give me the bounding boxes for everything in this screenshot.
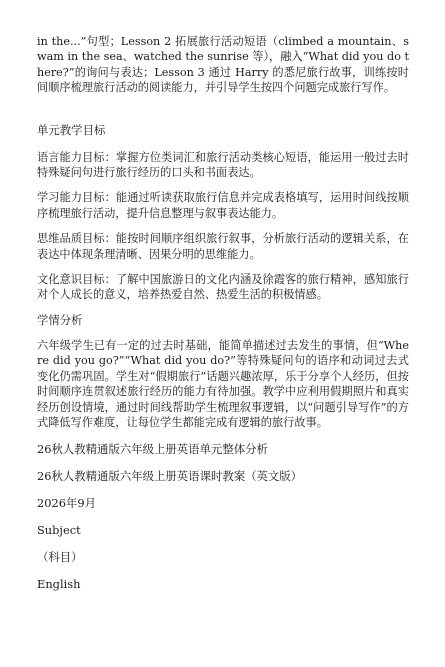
unit-analysis-title: 26秋人教精通版六年级上册英语单元整体分析	[37, 442, 268, 457]
lesson-plan-title: 26秋人教精通版六年级上册英语课时教案（英文版）	[37, 469, 303, 484]
spacer	[37, 221, 409, 231]
goal-thinking-paragraph: 思维品质目标：能按时间顺序组织旅行叙事，分析旅行活动的逻辑关系，在表达中体现条理清晰、因果分明的思维能力。	[37, 232, 409, 261]
spacer	[37, 328, 409, 338]
document-date: 2026年9月	[37, 496, 97, 511]
spacer	[37, 565, 409, 577]
spacer	[37, 430, 409, 442]
spacer	[37, 538, 409, 550]
goal-culture-paragraph: 文化意识目标：了解中国旅游日的文化内涵及徐霞客的旅行精神，感知旅行对个人成长的意义，培养热爱自然、热爱生活的积极情感。	[37, 273, 409, 302]
spacer	[37, 511, 409, 523]
analysis-paragraph: 六年级学生已有一定的过去时基础，能简单描述过去发生的事情，但“Where did you go?”“What did you do?”等特殊疑问句的语序和动词过去式变化仍需巩固。学生对“假期旅行”话题兴趣浓厚，乐于分享个人经历，但按时间顺序连贯叙述旅行经历的能力有待加强。教学中应利用假期照片和真实经历创设情境，通过时间线帮助学生梳理叙事逻辑，以“问题引导写作”的方式降低写作难度，让每位学生都能完成有逻辑的旅行故事。	[37, 338, 409, 429]
goals-heading: 单元教学目标	[37, 122, 106, 137]
spacer	[37, 262, 409, 272]
spacer	[37, 138, 409, 150]
subject-value: English	[37, 577, 81, 592]
spacer	[37, 457, 409, 469]
goal-learning-paragraph: 学习能力目标：能通过听读获取旅行信息并完成表格填写，运用时间线按顺序梳理旅行活动，提升信息整理与叙事表达能力。	[37, 191, 409, 220]
goal-language-paragraph: 语言能力目标：掌握方位类词汇和旅行活动类核心短语，能运用一般过去时特殊疑问句进行旅行经历的口头和书面表达。	[37, 150, 409, 180]
spacer	[37, 484, 409, 496]
intro-paragraph: in the...”句型；Lesson 2 拓展旅行活动短语（climbed a mountain、swam in the sea、watched the sunrise 等），融入“What did you do there?”的询问与表达；Lesson 3 通过 Harry 的悉尼旅行故事，训练按时间顺序梳理旅行活动的阅读能力，并引导学生按四个问题完成旅行写作。	[37, 35, 409, 95]
analysis-heading: 学情分析	[37, 312, 83, 327]
spacer	[37, 303, 409, 313]
subject-label-chinese: （科目）	[37, 550, 83, 565]
subject-label: Subject	[37, 523, 81, 538]
document-page	[37, 34, 409, 592]
spacer	[37, 96, 409, 123]
spacer	[37, 180, 409, 190]
